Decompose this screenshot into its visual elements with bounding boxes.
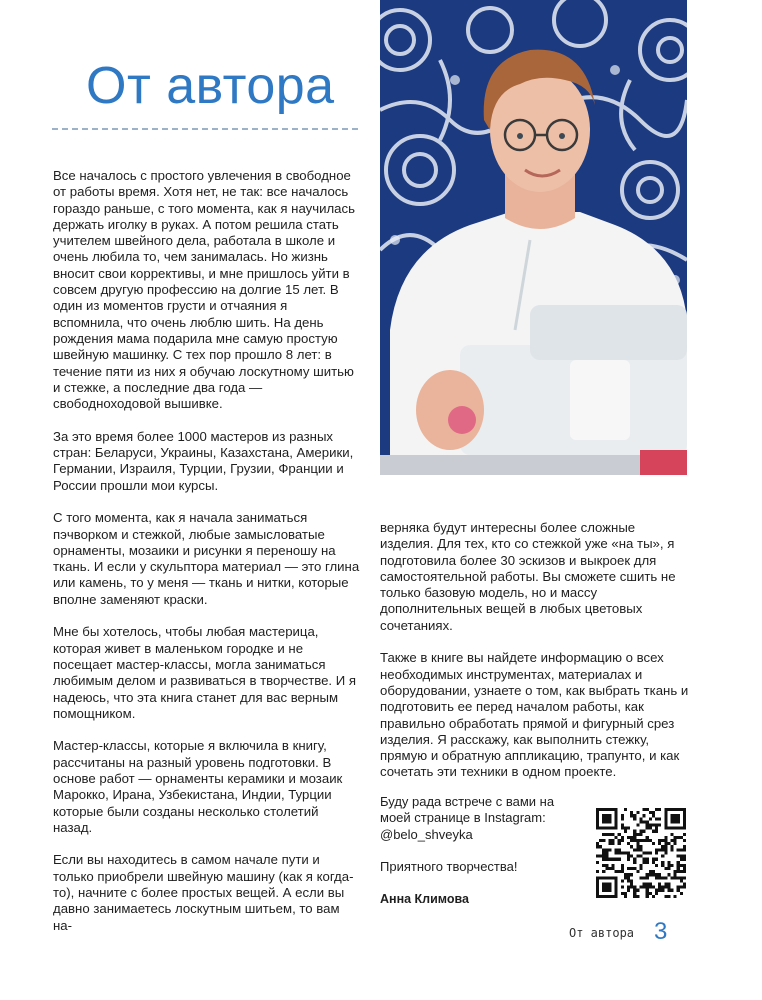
paragraph: С того момента, как я начала заниматься пэчворком и стежкой, любые замысловатые орнаменты, мозаики и рисунки я переношу на ткань. И если у скульптора материал — это глина или камень, то у меня — ткань и нитки, которые вполне заменяют краски. [53, 510, 360, 607]
paragraph: Если вы находитесь в самом начале пути и только приобрели швейную машину (как я когда-то), начните с более простых вещей. А если вы давно занимаетесь лоскутным шитьем, то вам на- [53, 852, 354, 933]
closing-wish: Приятного творчества! [380, 858, 518, 874]
instagram-invite: Буду рада встрече с вами на моей странице в Instagram: @belo_shveyka [380, 794, 555, 842]
page-title: От автора [86, 57, 335, 115]
title-divider [52, 128, 358, 130]
author-signoff [380, 794, 580, 923]
paragraph: Мне бы хотелось, чтобы любая мастерица, которая живет в маленьком городке и не посещает мастер-классы, могла заниматься любимым делом и развиваться в творчестве. И я надеюсь, что эта книга станет для вас верным помощником. [53, 624, 357, 721]
page-number: 3 [654, 918, 668, 945]
author-photo [380, 0, 687, 475]
paragraph: За это время более 1000 мастеров из разных стран: Беларуси, Украины, Казахстана, Америки, Германии, Израиля, Турции, Грузии, Франции и России прошли мои курсы. [53, 428, 354, 493]
qr-code-icon[interactable] [596, 808, 686, 898]
main-text-right-column [380, 520, 690, 797]
author-name: Анна Климова [380, 892, 469, 907]
paragraph: Мастер-классы, которые я включила в книгу, рассчитаны на разный уровень подготовки. В основе работ — орнаменты керамики и мозаик Марокко, Ирана, Узбекистана, Индии, Турции которые были созданы несколько столетий назад. [53, 738, 343, 835]
main-text-left-column [53, 168, 361, 950]
author-photo-illustration [380, 0, 687, 475]
footer-section-label: От автора [569, 926, 635, 940]
paragraph: Все началось с простого увлечения в свободное от работы время. Хотя нет, не так: все началось гораздо раньше, с того момента, как я научилась держать иголку в руках. А потом решила стать учителем швейного дела, работала в школе и очень любила то, чем занималась. Но жизнь вносит свои коррективы, и мне пришлось уйти в совсем другую профессию на долгие 15 лет. В один из моментов грусти и отчаяния я вспомнила, что очень люблю шить. На день рождения мама подарила мне самую простую швейную машинку. С тех пор прошло 8 лет: в течение пяти из них я обучаю лоскутному шитью и стежке, а последние два года — свободноходовой вышивке. [53, 168, 355, 412]
paragraph: Также в книге вы найдете информацию о всех необходимых инструментах, материалах и оборудовании, узнаете о том, как выбрать ткань и подготовить ее перед началом работы, как правильно обработать прямой и фигурный срез изделия. Я расскажу, как выполнить стежку, прямую и обратную аппликацию, трапунто, и как сочетать эти техники в одном проекте. [380, 650, 689, 780]
paragraph: верняка будут интересны более сложные изделия. Для тех, кто со стежкой уже «на ты», я подготовила более 30 эскизов и выкроек для самостоятельной работы. Вы сможете сшить не только базовую модель, но и массу дополнительных вещей в любых цветовых сочетаниях. [380, 520, 676, 633]
